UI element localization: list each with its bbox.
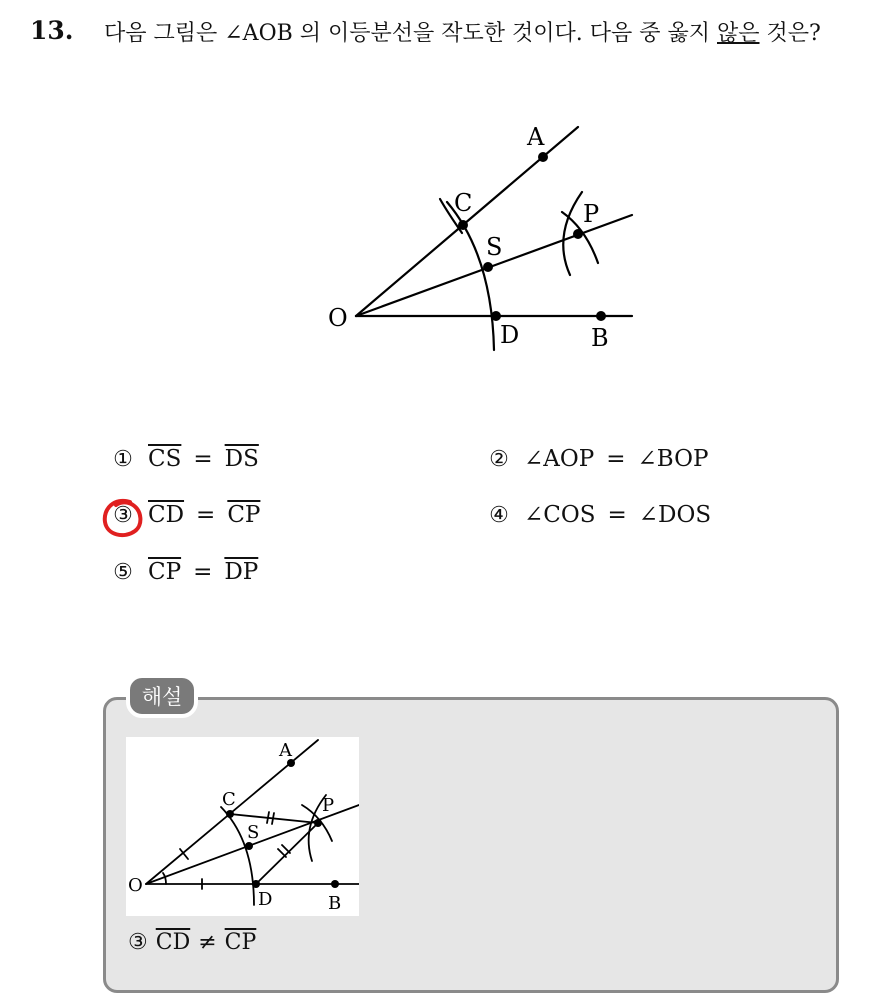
sol-label-a: A — [279, 740, 292, 761]
option-number: ③ — [113, 502, 133, 528]
sol-tick-cp-1 — [267, 812, 269, 823]
question-text-before: 다음 그림은 ∠AOB 의 이등분선을 작도한 것이다. 다음 중 옳지 — [104, 21, 717, 46]
option-number: ⑤ — [113, 559, 133, 585]
option-4[interactable] — [486, 502, 711, 528]
question-text — [104, 16, 874, 52]
option-left: $\overline{CS}$ — [148, 446, 182, 472]
solution-answer-operator: ≠ — [198, 930, 217, 955]
sol-label-s: S — [247, 822, 260, 843]
sol-label-c: C — [222, 789, 236, 810]
point-c — [458, 220, 468, 230]
option-left: $\overline{CD}$ — [148, 502, 185, 528]
option-operator: = — [606, 446, 626, 472]
option-5[interactable] — [110, 559, 258, 585]
point-s — [483, 262, 493, 272]
sol-tick-dp-2 — [282, 845, 290, 853]
sol-point-s — [245, 842, 253, 850]
sol-tick-dp-1 — [278, 849, 286, 857]
option-number: ② — [489, 446, 509, 472]
option-number: ④ — [489, 502, 509, 528]
answer-circle-mark — [100, 495, 146, 541]
option-operator: = — [607, 502, 627, 528]
solution-answer-number: ③ — [128, 930, 148, 955]
sol-tick-cp-2 — [272, 813, 274, 824]
label-b: B — [591, 324, 609, 352]
sol-label-d: D — [258, 889, 273, 910]
question-text-after: 것은? — [759, 21, 821, 46]
solution-answer-left: $\overline{CD}$ — [155, 930, 191, 955]
point-b — [596, 311, 606, 321]
point-a — [538, 152, 548, 162]
option-1[interactable] — [110, 446, 259, 472]
ray-op — [356, 215, 632, 316]
solution-answer — [128, 930, 256, 955]
point-p — [573, 229, 583, 239]
option-number: ① — [113, 446, 133, 472]
option-right: ∠BOP — [637, 446, 709, 472]
option-left: ∠AOP — [524, 446, 595, 472]
label-c: C — [454, 189, 473, 217]
sol-point-d — [252, 880, 260, 888]
option-right: ∠DOS — [638, 502, 712, 528]
option-left: ∠COS — [524, 502, 596, 528]
question-number: 13. — [30, 16, 74, 45]
solution-figure — [126, 737, 359, 916]
option-right: $\overline{DP}$ — [224, 559, 259, 585]
sol-label-o: O — [128, 875, 143, 896]
option-operator: = — [196, 502, 216, 528]
sol-point-c — [226, 810, 234, 818]
label-o: O — [328, 304, 348, 332]
sol-angle-mark — [163, 873, 166, 884]
label-a: A — [527, 123, 545, 151]
solution-answer-right: $\overline{CP}$ — [224, 930, 257, 955]
sol-label-p: P — [322, 795, 335, 816]
option-left: $\overline{CP}$ — [148, 559, 182, 585]
arc-cd — [447, 202, 494, 350]
label-p: P — [583, 200, 600, 228]
point-d — [491, 311, 501, 321]
question-text-underlined: 않은 — [717, 21, 760, 46]
option-2[interactable] — [486, 446, 708, 472]
sol-label-b: B — [328, 893, 342, 914]
option-operator: = — [193, 559, 213, 585]
label-s: S — [486, 233, 503, 261]
sol-point-p — [314, 819, 322, 827]
bisector-figure — [320, 115, 650, 360]
sol-point-b — [331, 880, 339, 888]
option-right: $\overline{DS}$ — [224, 446, 259, 472]
option-right: $\overline{CP}$ — [227, 502, 261, 528]
option-operator: = — [193, 446, 213, 472]
label-d: D — [500, 321, 520, 349]
solution-tag: 해설 — [126, 674, 198, 718]
